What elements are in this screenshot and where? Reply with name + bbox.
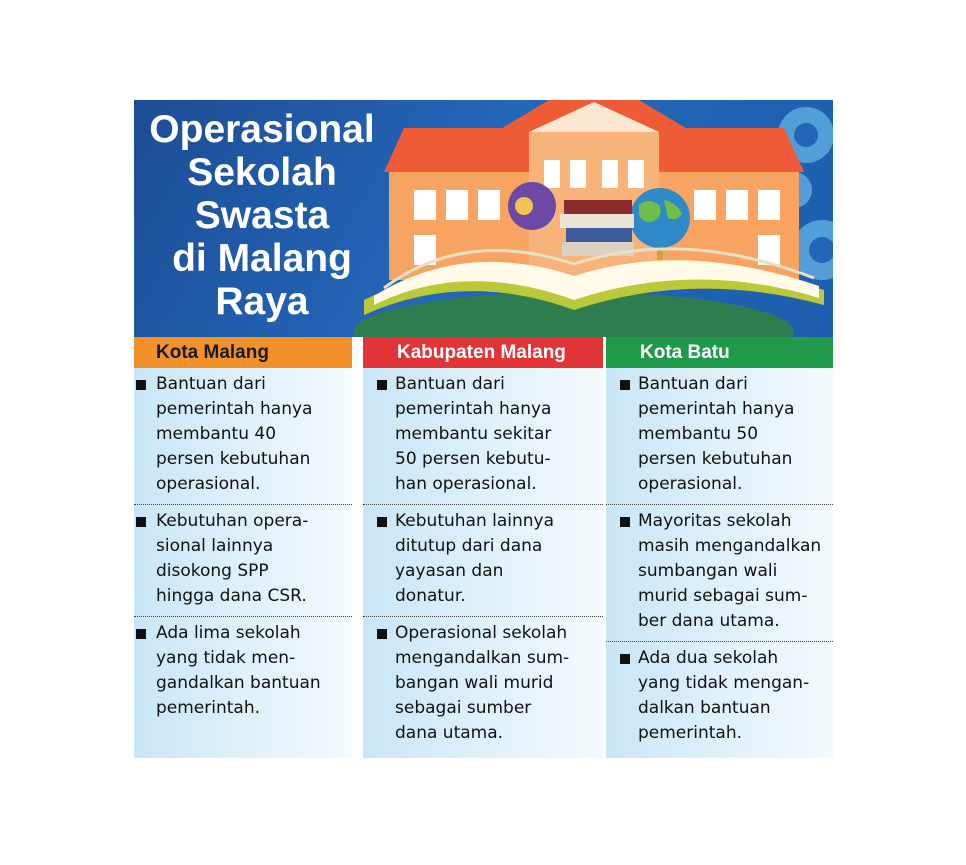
- item-list: [134, 368, 352, 728]
- title-line: Raya: [215, 280, 309, 323]
- list-item: [606, 368, 833, 505]
- item-line: murid sebagai sum-: [638, 586, 808, 606]
- item-line: Ada dua sekolah: [638, 648, 779, 668]
- item-line: operasional.: [638, 474, 743, 494]
- item-line: donatur.: [395, 586, 466, 606]
- item-line: ditutup dari dana: [395, 536, 543, 556]
- item-line: dana utama.: [395, 723, 504, 743]
- list-item: [606, 642, 833, 753]
- item-line: membantu 50: [638, 424, 759, 444]
- bullet-icon: [136, 629, 146, 639]
- item-line: yayasan dan: [395, 561, 504, 581]
- column-kota-malang: [134, 337, 352, 758]
- column-kota-batu: [606, 337, 833, 758]
- item-line: Ada lima sekolah: [156, 623, 301, 643]
- item-line: bangan wali murid: [395, 673, 554, 693]
- list-item: [134, 617, 352, 728]
- item-line: disokong SPP: [156, 561, 269, 581]
- item-line: Bantuan dari: [156, 374, 266, 394]
- item-line: 50 persen kebutu-: [395, 449, 551, 469]
- bullet-icon: [620, 654, 630, 664]
- item-list: [606, 368, 833, 753]
- item-line: hingga dana CSR.: [156, 586, 307, 606]
- item-line: Kebutuhan lainnya: [395, 511, 555, 531]
- column-divider: [352, 337, 363, 758]
- title-line: Sekolah: [187, 151, 337, 194]
- item-line: gandalkan bantuan: [156, 673, 321, 693]
- title-line: Swasta: [194, 194, 330, 237]
- bullet-icon: [377, 517, 387, 527]
- item-line: Bantuan dari: [638, 374, 748, 394]
- books-icon: [560, 200, 634, 256]
- item-line: Bantuan dari: [395, 374, 505, 394]
- list-item: [134, 368, 352, 505]
- list-item: [363, 368, 603, 505]
- item-line: sumbangan wali: [638, 561, 778, 581]
- item-line: sional lainnya: [156, 536, 274, 556]
- item-line: han operasional.: [395, 474, 537, 494]
- list-item: [363, 617, 603, 753]
- list-item: [363, 505, 603, 617]
- column-kabupaten-malang: [363, 337, 603, 758]
- item-line: membantu 40: [156, 424, 277, 444]
- column-header: Kabupaten Malang: [363, 337, 603, 368]
- item-line: persen kebutuhan: [638, 449, 793, 469]
- item-line: dalkan bantuan: [638, 698, 771, 718]
- item-line: pemerintah hanya: [156, 399, 313, 419]
- item-line: Kebutuhan opera-: [156, 511, 309, 531]
- item-line: Mayoritas sekolah: [638, 511, 792, 531]
- item-line: yang tidak mengan-: [638, 673, 810, 693]
- item-line: mengandalkan sum-: [395, 648, 570, 668]
- list-item: [606, 505, 833, 642]
- bullet-icon: [136, 380, 146, 390]
- page-title: [134, 108, 390, 323]
- item-line: membantu sekitar: [395, 424, 552, 444]
- title-line: Operasional: [149, 108, 375, 151]
- list-item: [134, 505, 352, 617]
- bullet-icon: [136, 517, 146, 527]
- item-line: operasional.: [156, 474, 261, 494]
- item-line: pemerintah.: [156, 698, 261, 718]
- bullet-icon: [620, 380, 630, 390]
- item-line: yang tidak men-: [156, 648, 296, 668]
- bullet-icon: [377, 629, 387, 639]
- item-line: ber dana utama.: [638, 611, 780, 631]
- bullet-icon: [620, 517, 630, 527]
- item-line: pemerintah hanya: [395, 399, 552, 419]
- bullet-icon: [377, 380, 387, 390]
- item-line: Operasional sekolah: [395, 623, 568, 643]
- infographic-card: [134, 100, 833, 758]
- column-header: Kota Malang: [134, 337, 352, 368]
- item-line: persen kebutuhan: [156, 449, 311, 469]
- alarm-clock-icon: [508, 182, 556, 230]
- banner: [134, 100, 833, 337]
- column-header: Kota Batu: [606, 337, 833, 368]
- item-line: sebagai sumber: [395, 698, 532, 718]
- title-line: di Malang: [172, 237, 352, 280]
- item-list: [363, 368, 603, 753]
- item-line: pemerintah hanya: [638, 399, 795, 419]
- item-line: masih mengandalkan: [638, 536, 822, 556]
- item-line: pemerintah.: [638, 723, 743, 743]
